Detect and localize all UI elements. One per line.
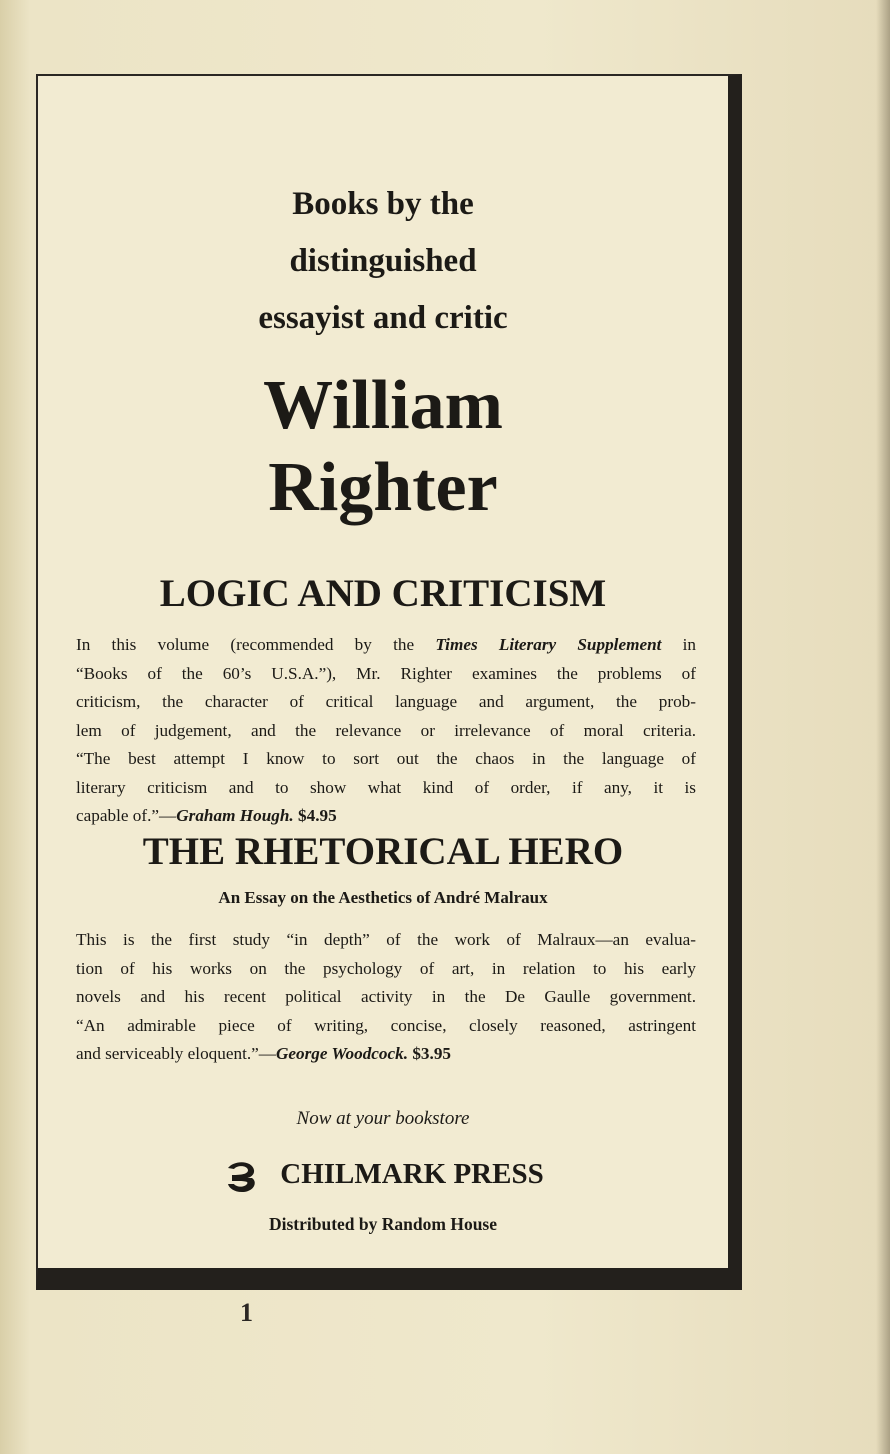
book2-subtitle: An Essay on the Aesthetics of André Malraux [218,888,548,907]
intro-line-3: essayist and critic [258,300,508,336]
book1-line-1-text: In this volume (recommended by the [76,635,436,654]
publisher [38,1156,728,1194]
intro-line-2: distinguished [289,243,477,279]
book1-price: $4.95 [298,806,337,825]
advertisement-frame [36,74,742,1290]
publisher-name: CHILMARK PRESS [280,1158,544,1190]
book1-line-6: literary criticism and to show what kind of order, if any, it is [76,777,696,797]
book1-line-1 [76,631,696,660]
book1-last-line-text: capable of.”— [76,806,177,825]
book2-line-3: novels and his recent political activity in the De Gaulle government. [76,987,696,1006]
book1-description [76,631,696,831]
book2-price: $3.95 [412,1044,451,1063]
book1-line-3: criticism, the character of critical language and argument, the prob- [76,692,696,711]
book2-line-1: This is the first study “in depth” of the work of Malraux—an evalua- [76,930,696,949]
chilmark-logo-icon [222,1158,262,1194]
book2-last-line-text: and serviceably eloquent.”— [76,1044,276,1063]
book1-line-7 [76,802,696,831]
book2-attribution: George Woodcock. [275,1044,409,1063]
book2-title: THE RHETORICAL HERO [142,830,624,873]
book2-line-2: tion of his works on the psychology of art, in relation to his early [76,958,696,978]
author-last-name: Righter [268,449,498,526]
book1-line-1-end: in [661,635,696,654]
times-literary-supplement: Times Literary Supplement [435,635,662,654]
book1-title: LOGIC AND CRITICISM [159,572,607,615]
author-first-name: William [263,367,503,444]
intro-line-1: Books by the [292,186,474,222]
bookstore-note: Now at your bookstore [296,1108,470,1129]
advertisement-content [38,76,728,1268]
book1-line-2: “Books of the 60’s U.S.A.”), Mr. Righter examines the problems of [76,663,696,683]
book2-line-5 [76,1040,696,1069]
book1-line-4: lem of judgement, and the relevance or irrelevance of moral criteria. [76,720,696,740]
page-gutter-shadow [876,0,890,1454]
book1-attribution: Graham Hough. [176,806,294,825]
page-mark: 1 [240,1298,253,1327]
book1-line-5: “The best attempt I know to sort out the chaos in the language of [76,749,696,768]
book2-description [76,926,696,1069]
book2-line-4: “An admirable piece of writing, concise, closely reasoned, astringent [76,1015,696,1035]
distributor: Distributed by Random House [268,1214,498,1234]
